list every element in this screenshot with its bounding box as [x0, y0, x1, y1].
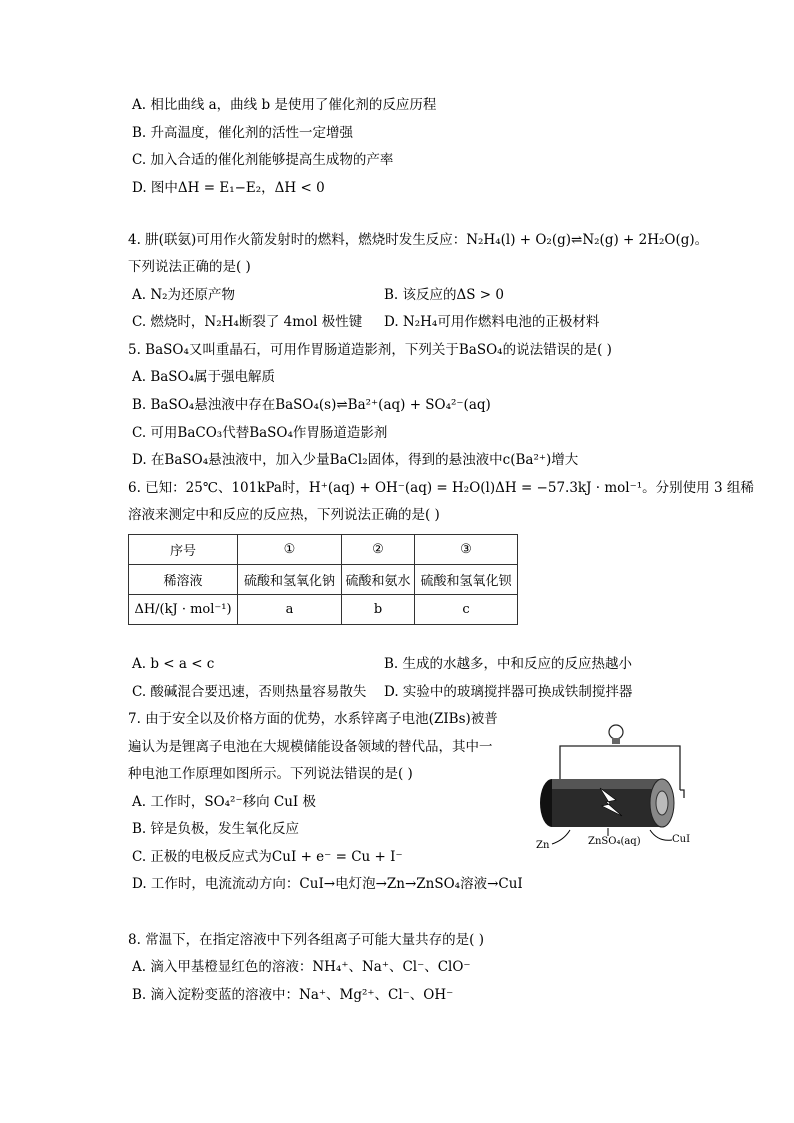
table-cell: 硫酸和氨水: [342, 565, 415, 595]
zn-pointer-arrow: [552, 830, 570, 844]
q3-option-c: C. 加入合适的催化剂能够提高生成物的产率: [132, 152, 394, 168]
q4-stem-line2: 下列说法正确的是( ): [128, 259, 251, 275]
q5-option-b: B. BaSO₄悬浊液中存在BaSO₄(s)⇌Ba²⁺(aq) + SO₄²⁻(aq): [132, 397, 491, 413]
battery-terminal: [656, 791, 668, 815]
q4-option-a: A. N₂为还原产物: [132, 287, 236, 303]
q7-stem-line3: 种电池工作原理如图所示。下列说法错误的是( ): [128, 766, 413, 782]
solutions-table: [128, 534, 518, 625]
bulb-base: [612, 738, 620, 744]
zn-label: Zn: [536, 840, 550, 851]
battery-highlight: [552, 779, 662, 789]
q4-stem-line1: 4. 肼(联氨)可用作火箭发射时的燃料，燃烧时发生反应：N₂H₄(l) + O₂(g)⇌N₂(g) + 2H₂O(g)。: [128, 232, 709, 248]
q7-option-b: B. 锌是负极，发生氧化反应: [132, 821, 300, 837]
table-cell: b: [342, 595, 415, 625]
table-cell: 硫酸和氢氧化钠: [238, 565, 342, 595]
q6-stem-line2: 溶液来测定中和反应的反应热，下列说法正确的是( ): [128, 507, 440, 523]
q7-stem-line1: 7. 由于安全以及价格方面的优势，水系锌离子电池(ZIBs)被普: [128, 711, 498, 727]
q7-option-c: C. 正极的电极反应式为CuI + e⁻ = Cu + I⁻: [132, 849, 403, 865]
cui-label: CuI: [672, 834, 691, 845]
table-cell: ②: [342, 535, 415, 565]
q4-option-b: B. 该反应的ΔS > 0: [384, 287, 504, 303]
table-cell: ΔH/(kJ · mol⁻¹): [129, 595, 238, 625]
q5-option-c: C. 可用BaCO₃代替BaSO₄作胃肠道造影剂: [132, 425, 388, 441]
battery-diagram: [530, 718, 710, 858]
table-cell: c: [415, 595, 518, 625]
table-cell: a: [238, 595, 342, 625]
q5-option-d: D. 在BaSO₄悬浊液中，加入少量BaCl₂固体，得到的悬浊液中c(Ba²⁺)增大: [132, 452, 579, 468]
q5-stem: 5. BaSO₄又叫重晶石，可用作胃肠道造影剂，下列关于BaSO₄的说法错误的是( ): [128, 342, 612, 358]
q6-option-a: A. b < a < c: [132, 656, 215, 672]
q6-option-d: D. 实验中的玻璃搅拌器可换成铁制搅拌器: [384, 684, 633, 700]
light-bulb-icon: [609, 725, 623, 739]
q3-option-a: A. 相比曲线 a，曲线 b 是使用了催化剂的反应历程: [132, 97, 437, 113]
table-row: [129, 535, 518, 565]
q3-option-d: D. 图中ΔH = E₁−E₂，ΔH < 0: [132, 180, 325, 196]
electrolyte-label: ZnSO₄(aq): [588, 836, 641, 847]
q8-option-b: B. 滴入淀粉变蓝的溶液中：Na⁺、Mg²⁺、Cl⁻、OH⁻: [132, 987, 454, 1003]
cui-pointer-arrow: [650, 830, 672, 840]
q8-stem: 8. 常温下，在指定溶液中下列各组离子可能大量共存的是( ): [128, 932, 484, 948]
q8-option-a: A. 滴入甲基橙显红色的溶液：NH₄⁺、Na⁺、Cl⁻、ClO⁻: [132, 959, 471, 975]
q6-stem-line1: 6. 已知：25℃、101kPa时，H⁺(aq) + OH⁻(aq) = H₂O(l)ΔH = −57.3kJ · mol⁻¹。分别使用 3 组稀: [128, 480, 754, 496]
q5-option-a: A. BaSO₄属于强电解质: [132, 369, 276, 385]
table-cell: 硫酸和氢氧化钡: [415, 565, 518, 595]
q7-option-a: A. 工作时，SO₄²⁻移向 CuI 极: [132, 794, 317, 810]
table-row: [129, 595, 518, 625]
q4-option-c: C. 燃烧时，N₂H₄断裂了 4mol 极性键: [132, 314, 363, 330]
q6-option-b: B. 生成的水越多，中和反应的反应热越小: [384, 656, 633, 672]
q4-option-d: D. N₂H₄可用作燃料电池的正极材料: [384, 314, 600, 330]
table-cell: ③: [415, 535, 518, 565]
table-cell: 稀溶液: [129, 565, 238, 595]
circuit-wire: [680, 790, 684, 798]
q7-stem-line2: 遍认为是锂离子电池在大规模储能设备领域的替代品，其中一: [128, 739, 493, 755]
table-row: [129, 565, 518, 595]
table-cell: 序号: [129, 535, 238, 565]
q3-option-b: B. 升高温度，催化剂的活性一定增强: [132, 125, 354, 141]
q7-option-d: D. 工作时，电流流动方向：CuI→电灯泡→Zn→ZnSO₄溶液→CuI: [132, 876, 523, 892]
q6-option-c: C. 酸碱混合要迅速，否则热量容易散失: [132, 684, 367, 700]
table-cell: ①: [238, 535, 342, 565]
